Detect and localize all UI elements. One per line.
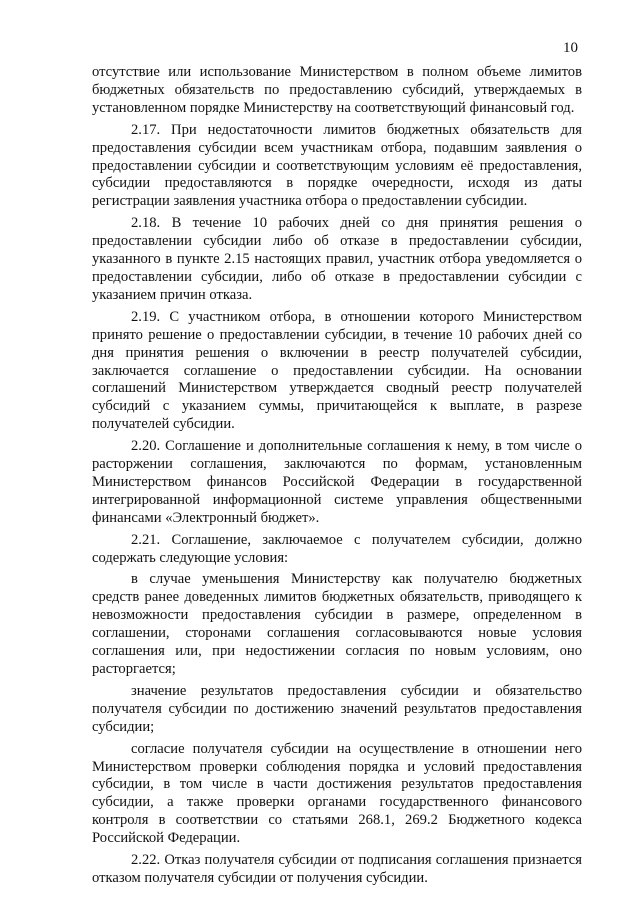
paragraph-2-22: 2.22. Отказ получателя субсидии от подписания соглашения признается отказом получателя субсидии от получения субсидии.: [92, 852, 582, 886]
paragraph-2-17: 2.17. При недостаточности лимитов бюджетных обязательств для предоставления субсидии всем участникам отбора, подавшим заявления о предоставлении субсидии и соответствующим условиям её предоставления, субсидии предоставляются в порядке очередности, исходя из даты регистрации заявления участника отбора о предоставлении субсидии.: [92, 121, 582, 210]
paragraph-2-20: 2.20. Соглашение и дополнительные соглашения к нему, в том числе о расторжении соглашения, заключаются по формам, установленным Министерством финансов Российской Федерации в государственной интегрированной информационной системе управления общественными финансами «Электронный бюджет».: [92, 438, 582, 526]
page-number: 10: [563, 40, 578, 56]
paragraph-2-21-condition-3: согласие получателя субсидии на осуществление в отношении него Министерством проверки соблюдения порядка и условий предоставления субсидии, в том числе в части достижения результатов предоставления субсидии, а также проверки органами государственного финансового контроля в соответствии со статьями 268.1, 269.2 Бюджетного кодекса Российской Федерации.: [92, 740, 582, 847]
paragraph-2-21-condition-1: в случае уменьшения Министерству как получателю бюджетных средств ранее доведенных лимитов бюджетных обязательств, приводящего к невозможности предоставления субсидии в размере, определенном в соглашении, сторонами соглашения согласовываются новые условия соглашения или, при недостижении согласия по новым условиям, оно расторгается;: [92, 571, 582, 677]
paragraph-2-18: 2.18. В течение 10 рабочих дней со дня принятия решения о предоставлении субсидии либо об отказе в предоставлении субсидии, указанного в пункте 2.15 настоящих правил, участник отбора уведомляется о предоставлении субсидии, либо об отказе в предоставлении субсидии с указанием причин отказа.: [92, 215, 582, 303]
paragraph-2-21: 2.21. Соглашение, заключаемое с получателем субсидии, должно содержать следующие условия:: [92, 531, 582, 566]
paragraph-2-21-condition-2: значение результатов предоставления субсидии и обязательство получателя субсидии по достижению значений результатов предоставления субсидии;: [92, 682, 582, 735]
paragraph-continuation: отсутствие или использование Министерством в полном объеме лимитов бюджетных обязательств по предоставлению субсидий, утверждаемых в установленном порядке Министерству на соответствующий финансовый год.: [92, 64, 582, 116]
document-body: [92, 64, 582, 892]
paragraph-2-19: 2.19. С участником отбора, в отношении которого Министерством принято решение о предоставлении субсидии, в течение 10 рабочих дней со дня принятия решения о включении в реестр получателей субсидии, заключается соглашение о предоставлении субсидии. На основании соглашений Министерством утверждается сводный реестр получателей субсидий с указанием суммы, причитающейся к выплате, в разрезе получателей субсидии.: [92, 308, 582, 433]
